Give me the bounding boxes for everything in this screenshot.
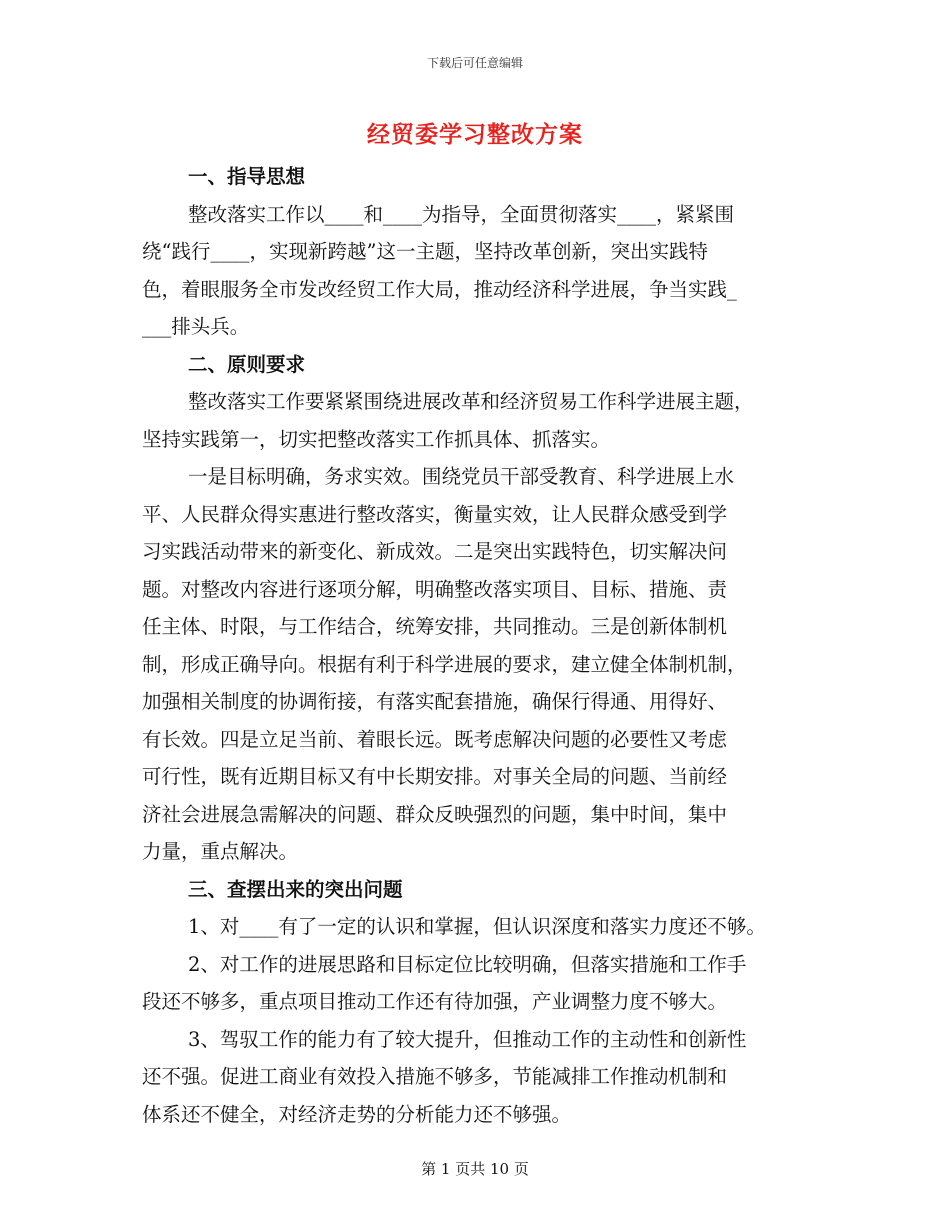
paragraph-line: 加强相关制度的协调衔接，有落实配套措施，确保行得通、用得好、 <box>142 690 728 713</box>
section-heading: 三、查摆出来的突出问题 <box>188 877 403 901</box>
paragraph-line: 1、对____有了一定的认识和掌握，但认识深度和落实力度还不够。 <box>188 915 766 938</box>
section-heading: 一、指导思想 <box>188 165 306 188</box>
paragraph-line: 题。对整改内容进行逐项分解，明确整改落实项目、目标、措施、责 <box>142 577 728 601</box>
paragraph-line: 绕“践行____，实现新跨越”这一主题，坚持改革创新，突出实践特 <box>142 240 708 263</box>
paragraph-line: 2、对工作的进展思路和目标定位比较明确，但落实措施和工作手 <box>188 952 747 976</box>
paragraph-line: 力量，重点解决。 <box>142 840 299 863</box>
document-body <box>142 158 812 1133</box>
paragraph-line: 习实践活动带来的新变化、新成效。二是突出实践特色，切实解决问 <box>142 540 728 563</box>
paragraph-line: 济社会进展急需解决的问题、群众反映强烈的问题，集中时间，集中 <box>142 802 728 826</box>
paragraph-line: 整改落实工作以____和____为指导，全面贯彻落实____，紧紧围 <box>188 202 735 226</box>
paragraph-line: 任主体、时限，与工作结合，统筹安排，共同推动。三是创新体制机 <box>142 615 728 638</box>
page-header-note: 下载后可任意编辑 <box>426 56 523 70</box>
paragraph-line: 制，形成正确导向。根据有利于科学进展的要求，建立健全体制机制， <box>142 652 747 676</box>
paragraph-line: 段还不够多，重点项目推动工作还有待加强，产业调整力度不够大。 <box>142 990 728 1013</box>
paragraph-line: 平、人民群众得实惠进行整改落实，衡量实效，让人民群众感受到学 <box>142 502 728 526</box>
section-heading: 二、原则要求 <box>188 352 306 376</box>
paragraph-line: 还不强。促进工商业有效投入措施不够多，节能减排工作推动机制和 <box>142 1065 728 1088</box>
paragraph-line: 3、驾驭工作的能力有了较大提升，但推动工作的主动性和创新性 <box>188 1027 747 1051</box>
paragraph-line: 一是目标明确，务求实效。围绕党员干部受教育、科学进展上水 <box>188 465 735 488</box>
paragraph-line: 有长效。四是立足当前、着眼长远。既考虑解决问题的必要性又考虑 <box>142 727 728 751</box>
paragraph-line: 可行性，既有近期目标又有中长期安排。对事关全局的问题、当前经 <box>142 765 728 788</box>
document-title: 经贸委学习整改方案 <box>367 121 583 148</box>
page-number: 第 1 页共 10 页 <box>421 1160 529 1178</box>
paragraph-line: 色，着眼服务全市发改经贸工作大局，推动经济科学进展，争当实践_ <box>142 277 737 301</box>
paragraph-line: 整改落实工作要紧紧围绕进展改革和经济贸易工作科学进展主题， <box>188 390 754 413</box>
paragraph-line: 体系还不健全，对经济走势的分析能力还不够强。 <box>142 1102 572 1126</box>
paragraph-line: ___排头兵。 <box>142 315 250 338</box>
paragraph-line: 坚持实践第一，切实把整改落实工作抓具体、抓落实。 <box>142 427 611 451</box>
